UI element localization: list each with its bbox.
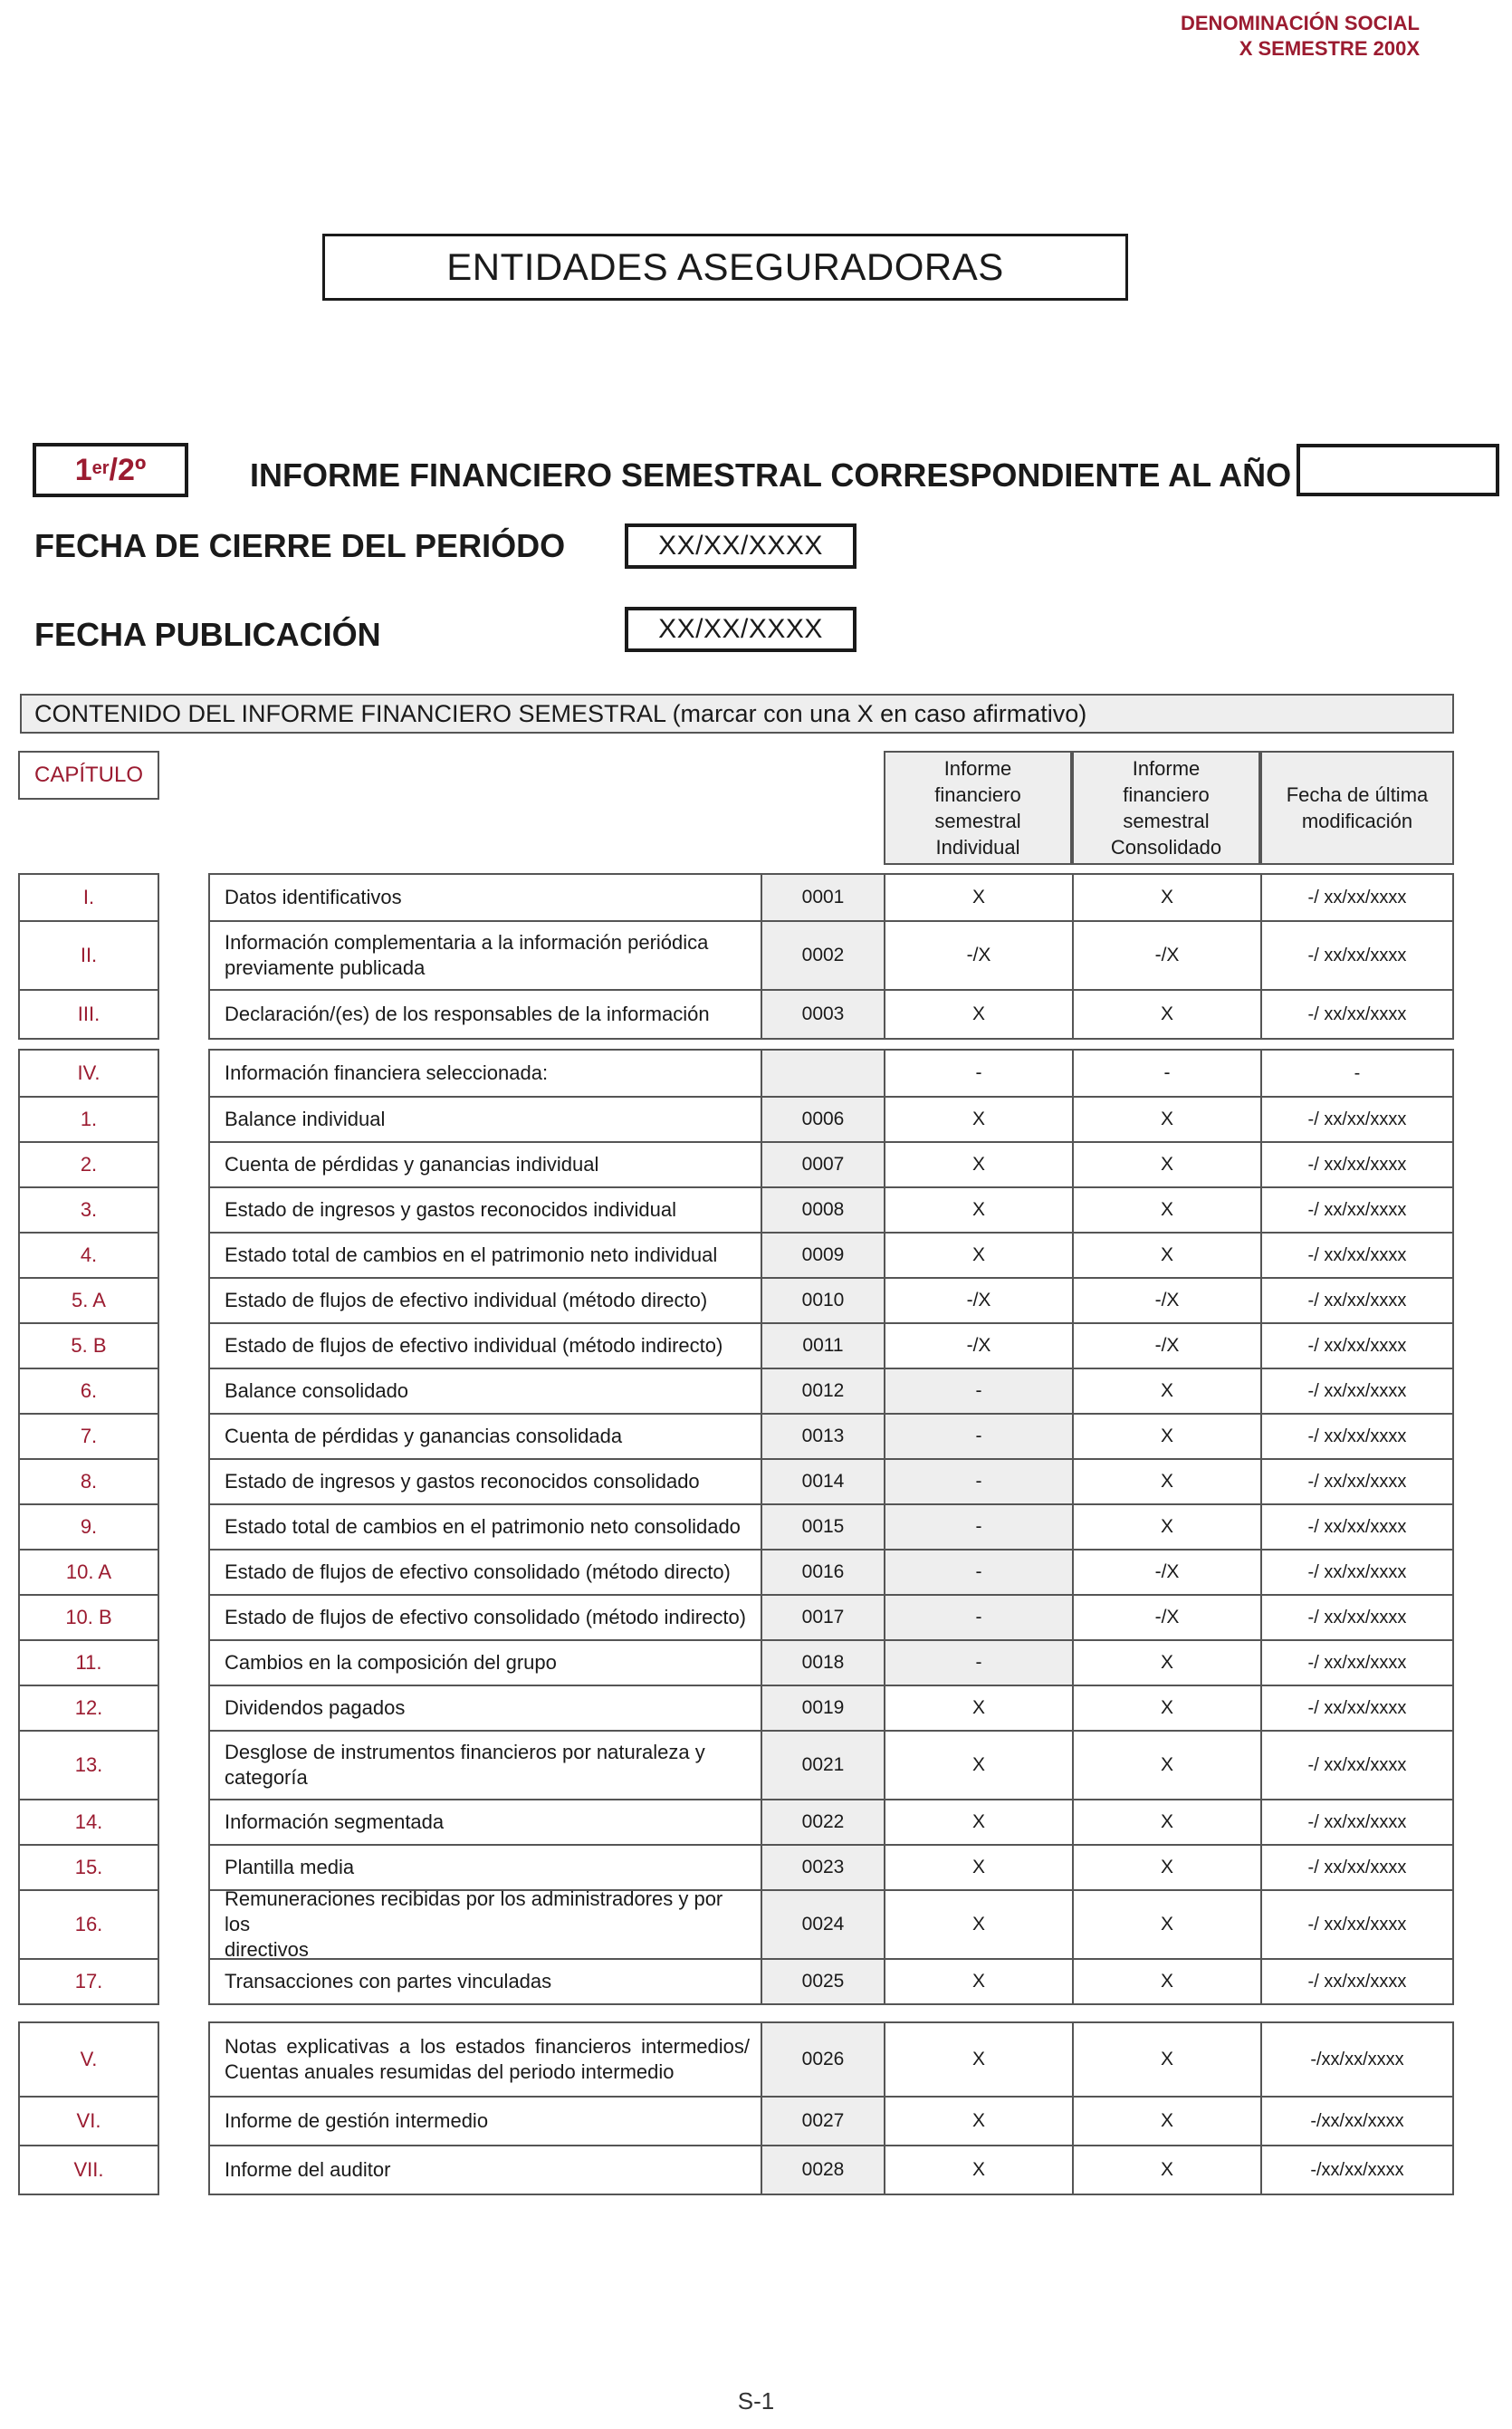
row-description bbox=[210, 1369, 762, 1413]
chapter-cell: II. bbox=[18, 922, 159, 991]
consolidado-mark-cell[interactable]: - bbox=[1074, 1051, 1262, 1096]
fecha-modificacion-cell[interactable]: -/ xx/xx/xxxx bbox=[1307, 1607, 1407, 1627]
chapter-cell: V. bbox=[18, 2021, 159, 2098]
chapter-cell: 6. bbox=[18, 1369, 159, 1415]
description-line: Notas explicativas a los estados financieros intermedios/ bbox=[225, 2035, 750, 2058]
row-description bbox=[210, 1551, 762, 1594]
chapter-cell: 5. A bbox=[18, 1279, 159, 1324]
row-code: 0007 bbox=[762, 1143, 885, 1186]
description-line: Estado de flujos de efectivo individual (método indirecto) bbox=[225, 1334, 723, 1357]
table-row bbox=[208, 1188, 1454, 1234]
chapter-cell: 8. bbox=[18, 1460, 159, 1505]
col-individual-line: Individual bbox=[935, 836, 1020, 859]
description-line: Plantilla media bbox=[225, 1856, 355, 1878]
individual-mark-cell[interactable]: X bbox=[885, 1188, 1074, 1232]
row-description bbox=[210, 1887, 762, 1961]
description-line: Balance consolidado bbox=[225, 1379, 409, 1402]
semester-alt: /2º bbox=[109, 452, 147, 487]
table-row bbox=[208, 1234, 1454, 1279]
row-description bbox=[210, 1098, 762, 1141]
individual-mark-cell[interactable]: - bbox=[885, 1369, 1074, 1413]
table-row bbox=[208, 1143, 1454, 1188]
row-code: 0027 bbox=[762, 2098, 885, 2145]
col-individual-line: Informe bbox=[943, 757, 1012, 780]
row-code: 0017 bbox=[762, 1596, 885, 1639]
col-consolidado-line: financiero bbox=[1123, 783, 1210, 806]
table-row bbox=[208, 1641, 1454, 1686]
row-description bbox=[210, 1234, 762, 1277]
chapter-cell: 3. bbox=[18, 1188, 159, 1234]
row-description bbox=[210, 2023, 762, 2096]
cierre-label: FECHA DE CIERRE DEL PERIÓDO bbox=[34, 527, 566, 564]
row-code: 0023 bbox=[762, 1846, 885, 1889]
row-description bbox=[210, 991, 762, 1038]
description-line: Estado de flujos de efectivo consolidado (método directo) bbox=[225, 1560, 731, 1583]
capitulo-header: CAPÍTULO bbox=[18, 751, 159, 800]
description-line: Cuenta de pérdidas y ganancias individual bbox=[225, 1153, 599, 1176]
individual-mark-cell[interactable]: X bbox=[885, 1891, 1074, 1958]
chapter-cell: IV. bbox=[18, 1049, 159, 1098]
table-row bbox=[208, 2021, 1454, 2098]
table-row bbox=[208, 2098, 1454, 2146]
row-code: 0019 bbox=[762, 1686, 885, 1730]
fecha-modificacion-cell[interactable]: -/ xx/xx/xxxx bbox=[1307, 1380, 1407, 1401]
table-row bbox=[208, 1887, 1454, 1961]
consolidado-mark-cell[interactable]: X bbox=[1074, 1800, 1262, 1844]
consolidado-mark-cell[interactable]: -/X bbox=[1074, 1596, 1262, 1639]
description-line: Estado de ingresos y gastos reconocidos consolidado bbox=[225, 1470, 700, 1493]
consolidado-mark-cell[interactable]: X bbox=[1074, 2098, 1262, 2145]
fecha-modificacion-cell[interactable]: -/ xx/xx/xxxx bbox=[1307, 1426, 1407, 1446]
row-description bbox=[210, 1641, 762, 1685]
row-description bbox=[210, 1960, 762, 2003]
chapter-cell: 17. bbox=[18, 1960, 159, 2005]
consolidado-mark-cell[interactable]: X bbox=[1074, 1460, 1262, 1503]
col-individual-line: financiero bbox=[934, 783, 1021, 806]
individual-mark-cell[interactable]: -/X bbox=[885, 1324, 1074, 1368]
fecha-modificacion-cell[interactable]: -/ xx/xx/xxxx bbox=[1307, 1154, 1407, 1175]
description-line: Cuenta de pérdidas y ganancias consolidada bbox=[225, 1425, 623, 1447]
col-consolidado-line: Informe bbox=[1132, 757, 1201, 780]
fecha-modificacion-cell[interactable]: -/ xx/xx/xxxx bbox=[1307, 1857, 1407, 1877]
fecha-modificacion-cell[interactable]: -/ xx/xx/xxxx bbox=[1307, 1109, 1407, 1129]
chapter-cell: 7. bbox=[18, 1415, 159, 1460]
semester-number: 1 bbox=[74, 452, 92, 487]
consolidado-mark-cell[interactable]: X bbox=[1074, 1641, 1262, 1685]
individual-mark-cell[interactable]: - bbox=[885, 1596, 1074, 1639]
table-row bbox=[208, 1098, 1454, 1143]
description-line: Información complementaria a la información periódica bbox=[225, 931, 709, 954]
semester-suffix: er bbox=[91, 457, 110, 478]
description-line: Estado total de cambios en el patrimonio neto individual bbox=[225, 1243, 718, 1266]
semester-field[interactable] bbox=[33, 443, 188, 497]
fecha-modificacion-cell[interactable]: -/ xx/xx/xxxx bbox=[1307, 1516, 1407, 1537]
row-code: 0025 bbox=[762, 1960, 885, 2003]
individual-mark-cell[interactable]: - bbox=[885, 1415, 1074, 1458]
fecha-modificacion-cell[interactable]: -/xx/xx/xxxx bbox=[1310, 2110, 1404, 2131]
consolidado-mark-cell[interactable]: X bbox=[1074, 875, 1262, 920]
row-description bbox=[210, 922, 762, 989]
col-consolidado-header bbox=[1072, 751, 1260, 865]
description-line: Datos identificativos bbox=[225, 886, 402, 908]
chapter-cell: 5. B bbox=[18, 1324, 159, 1369]
description-line: Estado total de cambios en el patrimonio neto consolidado bbox=[225, 1515, 741, 1538]
fecha-modificacion-cell[interactable]: -/xx/xx/xxxx bbox=[1310, 2049, 1404, 2069]
individual-mark-cell[interactable]: X bbox=[885, 1098, 1074, 1141]
table-row bbox=[208, 873, 1454, 922]
row-description bbox=[210, 1051, 762, 1096]
description-line: Cuentas anuales resumidas del periodo intermedio bbox=[225, 2060, 675, 2083]
individual-mark-cell[interactable]: - bbox=[885, 1505, 1074, 1549]
table-row bbox=[208, 922, 1454, 991]
consolidado-mark-cell[interactable]: X bbox=[1074, 1505, 1262, 1549]
consolidado-mark-cell[interactable]: X bbox=[1074, 2146, 1262, 2194]
description-line: Estado de flujos de efectivo individual (método directo) bbox=[225, 1289, 708, 1311]
consolidado-mark-cell[interactable]: -/X bbox=[1074, 1324, 1262, 1368]
chapter-cell: 16. bbox=[18, 1891, 159, 1960]
individual-mark-cell[interactable]: - bbox=[885, 1641, 1074, 1685]
table-row bbox=[208, 1960, 1454, 2005]
table-row bbox=[208, 2146, 1454, 2195]
fecha-modificacion-cell[interactable]: -/ xx/xx/xxxx bbox=[1307, 1914, 1407, 1935]
description-line: Balance individual bbox=[225, 1108, 386, 1130]
individual-mark-cell[interactable]: - bbox=[885, 1551, 1074, 1594]
row-description bbox=[210, 1686, 762, 1730]
chapter-cell: 14. bbox=[18, 1800, 159, 1846]
fecha-modificacion-cell[interactable]: -/ xx/xx/xxxx bbox=[1307, 1003, 1407, 1024]
row-description bbox=[210, 1415, 762, 1458]
individual-mark-cell[interactable]: X bbox=[885, 1686, 1074, 1730]
year-field[interactable] bbox=[1297, 444, 1499, 496]
individual-mark-cell[interactable]: X bbox=[885, 1234, 1074, 1277]
row-code: 0006 bbox=[762, 1098, 885, 1141]
individual-mark-cell[interactable]: - bbox=[885, 1051, 1074, 1096]
row-code: 0012 bbox=[762, 1369, 885, 1413]
individual-mark-cell[interactable]: X bbox=[885, 991, 1074, 1038]
description-line: Informe de gestión intermedio bbox=[225, 2109, 489, 2132]
individual-mark-cell[interactable]: X bbox=[885, 2146, 1074, 2194]
col-individual-line: semestral bbox=[934, 810, 1021, 832]
fecha-modificacion-cell[interactable]: -/xx/xx/xxxx bbox=[1310, 2159, 1404, 2180]
chapter-cell: 4. bbox=[18, 1234, 159, 1279]
table-row bbox=[208, 1505, 1454, 1551]
consolidado-mark-cell[interactable]: X bbox=[1074, 1846, 1262, 1889]
table-row bbox=[208, 1324, 1454, 1369]
col-fecha-line: Fecha de última bbox=[1286, 783, 1429, 806]
row-code: 0022 bbox=[762, 1800, 885, 1844]
row-description bbox=[210, 1188, 762, 1232]
description-line: Información financiera seleccionada: bbox=[225, 1061, 549, 1084]
page-number: S-1 bbox=[737, 2387, 775, 2415]
chapter-cell: VI. bbox=[18, 2098, 159, 2146]
chapter-cell: 10. B bbox=[18, 1596, 159, 1641]
row-description bbox=[210, 2098, 762, 2145]
consolidado-mark-cell[interactable]: X bbox=[1074, 991, 1262, 1038]
row-description bbox=[210, 1143, 762, 1186]
row-code: 0028 bbox=[762, 2146, 885, 2194]
row-code: 0024 bbox=[762, 1891, 885, 1958]
table-row bbox=[208, 1800, 1454, 1846]
table-row bbox=[208, 1732, 1454, 1800]
row-code: 0018 bbox=[762, 1641, 885, 1685]
row-code: 0014 bbox=[762, 1460, 885, 1503]
row-code: 0015 bbox=[762, 1505, 885, 1549]
chapter-cell: III. bbox=[18, 991, 159, 1040]
row-code: 0008 bbox=[762, 1188, 885, 1232]
chapter-cell: 2. bbox=[18, 1143, 159, 1188]
consolidado-mark-cell[interactable]: X bbox=[1074, 1143, 1262, 1186]
consolidado-mark-cell[interactable]: X bbox=[1074, 1686, 1262, 1730]
row-description bbox=[210, 1324, 762, 1368]
description-line: Remuneraciones recibidas por los administradores y por los bbox=[225, 1887, 723, 1935]
description-line: Información segmentada bbox=[225, 1810, 445, 1833]
consolidado-mark-cell[interactable]: X bbox=[1074, 1098, 1262, 1141]
row-code: 0009 bbox=[762, 1234, 885, 1277]
fecha-modificacion-cell[interactable]: -/ xx/xx/xxxx bbox=[1307, 1811, 1407, 1832]
individual-mark-cell[interactable]: X bbox=[885, 1800, 1074, 1844]
consolidado-mark-cell[interactable]: X bbox=[1074, 2023, 1262, 2096]
table-row bbox=[208, 1551, 1454, 1596]
col-individual-header bbox=[884, 751, 1072, 865]
table-row bbox=[208, 1460, 1454, 1505]
individual-mark-cell[interactable]: X bbox=[885, 1732, 1074, 1799]
row-code: 0016 bbox=[762, 1551, 885, 1594]
fecha-modificacion-cell[interactable]: -/ xx/xx/xxxx bbox=[1307, 1335, 1407, 1356]
row-code: 0011 bbox=[762, 1324, 885, 1368]
row-code: 0013 bbox=[762, 1415, 885, 1458]
individual-mark-cell[interactable]: X bbox=[885, 1143, 1074, 1186]
fecha-modificacion-cell[interactable]: -/ xx/xx/xxxx bbox=[1307, 1971, 1407, 1992]
fecha-modificacion-cell[interactable]: -/ xx/xx/xxxx bbox=[1307, 945, 1407, 965]
table-row bbox=[208, 1279, 1454, 1324]
table-row bbox=[208, 1369, 1454, 1415]
description-line: categoría bbox=[225, 1766, 308, 1789]
col-consolidado-line: semestral bbox=[1123, 810, 1210, 832]
chapter-cell: 1. bbox=[18, 1098, 159, 1143]
consolidado-mark-cell[interactable]: X bbox=[1074, 1234, 1262, 1277]
row-description bbox=[210, 1279, 762, 1322]
description-line: Estado de ingresos y gastos reconocidos individual bbox=[225, 1198, 676, 1221]
table-row bbox=[208, 1686, 1454, 1732]
consolidado-mark-cell[interactable]: X bbox=[1074, 1891, 1262, 1958]
publicacion-date-field[interactable]: XX/XX/XXXX bbox=[625, 607, 856, 652]
company-header bbox=[1181, 11, 1420, 62]
consolidado-mark-cell[interactable]: -/X bbox=[1074, 922, 1262, 989]
description-line: Informe del auditor bbox=[225, 2158, 391, 2181]
row-code bbox=[762, 1051, 885, 1096]
row-code: 0021 bbox=[762, 1732, 885, 1799]
consolidado-mark-cell[interactable]: X bbox=[1074, 1415, 1262, 1458]
row-description bbox=[210, 2146, 762, 2194]
row-code: 0001 bbox=[762, 875, 885, 920]
cierre-date-field[interactable]: XX/XX/XXXX bbox=[625, 523, 856, 569]
chapter-cell: 9. bbox=[18, 1505, 159, 1551]
col-fecha-line: modificación bbox=[1301, 810, 1413, 832]
fecha-modificacion-cell[interactable]: -/ xx/xx/xxxx bbox=[1307, 1754, 1407, 1775]
report-heading: INFORME FINANCIERO SEMESTRAL CORRESPONDIENTE AL AÑO bbox=[250, 456, 1292, 494]
consolidado-mark-cell[interactable]: -/X bbox=[1074, 1279, 1262, 1322]
individual-mark-cell[interactable]: X bbox=[885, 2098, 1074, 2145]
consolidado-mark-cell[interactable]: X bbox=[1074, 1188, 1262, 1232]
fecha-modificacion-cell[interactable]: - bbox=[1354, 1062, 1361, 1083]
description-line: Dividendos pagados bbox=[225, 1696, 406, 1719]
table-row bbox=[208, 1596, 1454, 1641]
row-description bbox=[210, 875, 762, 920]
description-line: Declaración/(es) de los responsables de la información bbox=[225, 1003, 710, 1025]
description-line: Transacciones con partes vinculadas bbox=[225, 1970, 552, 1992]
chapter-cell: 13. bbox=[18, 1732, 159, 1800]
description-line: Cambios en la composición del grupo bbox=[225, 1651, 557, 1674]
chapter-cell: 10. A bbox=[18, 1551, 159, 1596]
individual-mark-cell[interactable]: X bbox=[885, 1846, 1074, 1889]
table-row bbox=[208, 991, 1454, 1040]
chapter-cell: I. bbox=[18, 873, 159, 922]
table-row bbox=[208, 1846, 1454, 1891]
publicacion-label: FECHA PUBLICACIÓN bbox=[34, 616, 381, 653]
table-row bbox=[208, 1415, 1454, 1460]
chapter-cell: 15. bbox=[18, 1846, 159, 1891]
company-name: DENOMINACIÓN SOCIAL bbox=[1181, 12, 1420, 34]
fecha-modificacion-cell[interactable]: -/ xx/xx/xxxx bbox=[1307, 1652, 1407, 1673]
fecha-modificacion-cell[interactable]: -/ xx/xx/xxxx bbox=[1307, 1290, 1407, 1311]
consolidado-mark-cell[interactable]: X bbox=[1074, 1369, 1262, 1413]
contents-header: CONTENIDO DEL INFORME FINANCIERO SEMESTRAL (marcar con una X en caso afirmativo) bbox=[20, 694, 1454, 734]
row-description bbox=[210, 1800, 762, 1844]
individual-mark-cell[interactable]: - bbox=[885, 1460, 1074, 1503]
fecha-modificacion-cell[interactable]: -/ xx/xx/xxxx bbox=[1307, 1561, 1407, 1582]
col-consolidado-line: Consolidado bbox=[1110, 836, 1222, 859]
row-code: 0010 bbox=[762, 1279, 885, 1322]
row-description bbox=[210, 1596, 762, 1639]
individual-mark-cell[interactable]: X bbox=[885, 875, 1074, 920]
row-code: 0003 bbox=[762, 991, 885, 1038]
consolidado-mark-cell[interactable]: X bbox=[1074, 1960, 1262, 2003]
semester-year: X SEMESTRE 200X bbox=[1239, 37, 1420, 60]
description-line: previamente publicada bbox=[225, 956, 426, 979]
individual-mark-cell[interactable]: X bbox=[885, 1960, 1074, 2003]
description-line: directivos bbox=[225, 1938, 309, 1961]
fecha-modificacion-cell[interactable]: -/ xx/xx/xxxx bbox=[1307, 1697, 1407, 1718]
consolidado-mark-cell[interactable]: -/X bbox=[1074, 1551, 1262, 1594]
row-code: 0026 bbox=[762, 2023, 885, 2096]
chapter-cell: 11. bbox=[18, 1641, 159, 1686]
row-code: 0002 bbox=[762, 922, 885, 989]
row-description bbox=[210, 1732, 762, 1799]
description-line: Estado de flujos de efectivo consolidado (método indirecto) bbox=[225, 1606, 747, 1628]
fecha-modificacion-cell[interactable]: -/ xx/xx/xxxx bbox=[1307, 1244, 1407, 1265]
individual-mark-cell[interactable]: X bbox=[885, 2023, 1074, 2096]
row-description bbox=[210, 1460, 762, 1503]
consolidado-mark-cell[interactable]: X bbox=[1074, 1732, 1262, 1799]
description-line: Desglose de instrumentos financieros por naturaleza y bbox=[225, 1741, 705, 1763]
fecha-modificacion-cell[interactable]: -/ xx/xx/xxxx bbox=[1307, 1471, 1407, 1492]
table-row bbox=[208, 1049, 1454, 1098]
individual-mark-cell[interactable]: -/X bbox=[885, 922, 1074, 989]
col-fecha-header bbox=[1260, 751, 1454, 865]
fecha-modificacion-cell[interactable]: -/ xx/xx/xxxx bbox=[1307, 1199, 1407, 1220]
page-title: ENTIDADES ASEGURADORAS bbox=[322, 234, 1128, 301]
individual-mark-cell[interactable]: -/X bbox=[885, 1279, 1074, 1322]
fecha-modificacion-cell[interactable]: -/ xx/xx/xxxx bbox=[1307, 887, 1407, 907]
chapter-cell: 12. bbox=[18, 1686, 159, 1732]
row-description bbox=[210, 1846, 762, 1889]
chapter-cell: VII. bbox=[18, 2146, 159, 2195]
row-description bbox=[210, 1505, 762, 1549]
